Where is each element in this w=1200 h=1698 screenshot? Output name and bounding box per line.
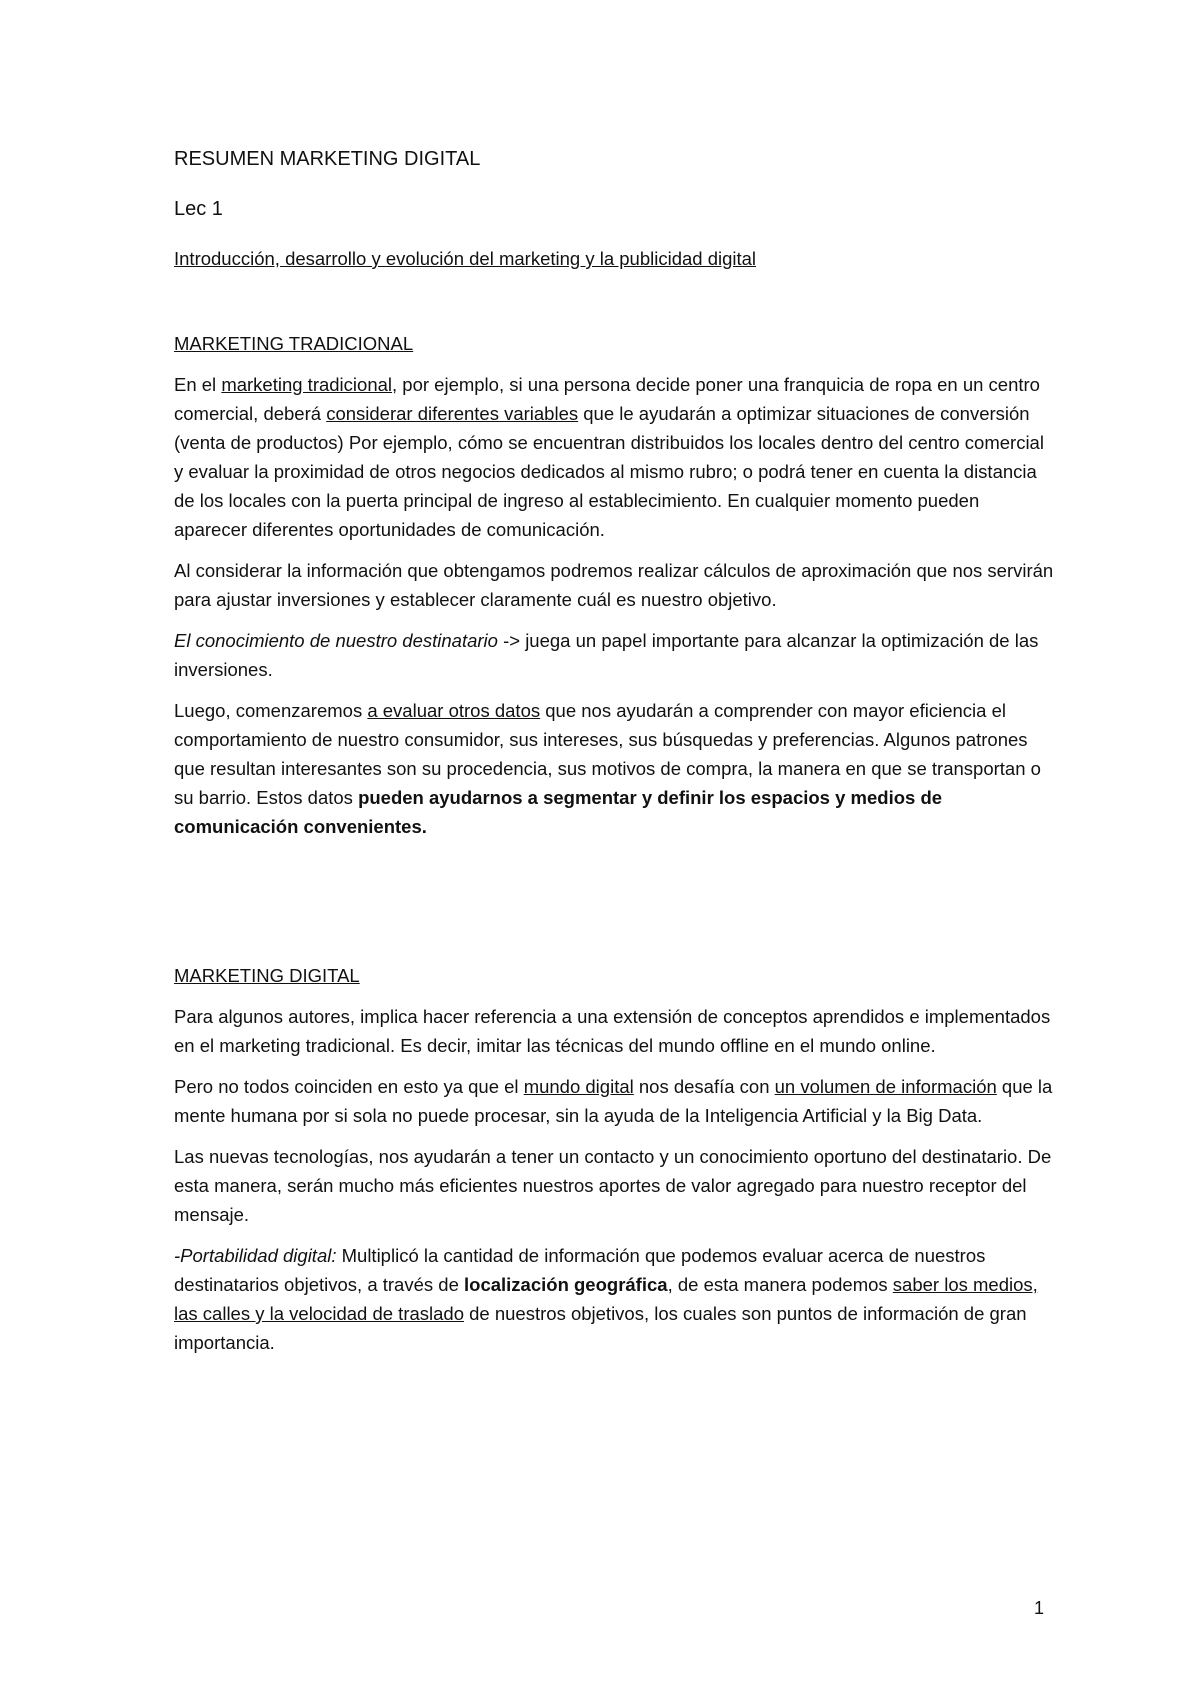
paragraph-digital-4 bbox=[174, 1241, 1054, 1357]
italic-term: -Portabilidad digital: bbox=[174, 1245, 337, 1266]
underlined-term: considerar diferentes variables bbox=[326, 403, 579, 424]
document-title: RESUMEN MARKETING DIGITAL bbox=[174, 148, 481, 170]
text-run: En el bbox=[174, 374, 222, 395]
paragraph-digital-3: Las nuevas tecnologías, nos ayudarán a tener un contacto y un conocimiento oportuno del destinatario. De esta manera, serán mucho más eficientes nuestros aportes de valor agregado para nuestro receptor del mensaje. bbox=[174, 1146, 1052, 1225]
text-run: -> juega un papel importante para alcanzar la optimización de las inversiones. bbox=[174, 630, 1039, 680]
document-subtitle: Introducción, desarrollo y evolución del marketing y la publicidad digital bbox=[174, 248, 757, 269]
paragraph-digital-1: Para algunos autores, implica hacer referencia a una extensión de conceptos aprendidos e implementados en el marketing tradicional. Es decir, imitar las técnicas del mundo offline en el mundo online. bbox=[174, 1006, 1051, 1056]
text-run: que la mente humana por si sola no puede procesar, sin la ayuda de la Inteligencia Artificial y la Big Data. bbox=[174, 1076, 1053, 1126]
paragraph-traditional-2: Al considerar la información que obtengamos podremos realizar cálculos de aproximación que nos servirán para ajustar inversiones y establecer claramente cuál es nuestro objetivo. bbox=[174, 560, 1054, 610]
text-run: Luego, comenzaremos bbox=[174, 700, 368, 721]
underlined-term: un volumen de información bbox=[774, 1076, 997, 1097]
paragraph-traditional-1 bbox=[174, 370, 1054, 544]
text-run: Multiplicó la cantidad de información que podemos evaluar acerca de nuestros destinatarios objetivos, a través de bbox=[174, 1245, 986, 1295]
section-heading-traditional: MARKETING TRADICIONAL bbox=[174, 333, 414, 354]
page-number: 1 bbox=[1033, 1598, 1044, 1618]
underlined-term: mundo digital bbox=[523, 1076, 634, 1097]
text-run: , de esta manera podemos bbox=[667, 1274, 893, 1295]
bold-term: pueden ayudarnos a segmentar y definir los espacios y medios de comunicación convenientes. bbox=[174, 787, 943, 837]
text-run: de nuestros objetivos, los cuales son puntos de información de gran importancia. bbox=[174, 1303, 1027, 1353]
italic-term: El conocimiento de nuestro destinatario bbox=[174, 630, 498, 651]
text-run: Pero no todos coinciden en esto ya que el bbox=[174, 1076, 524, 1097]
text-run: , por ejemplo, si una persona decide poner una franquicia de ropa en un centro comercial, deberá bbox=[174, 374, 1040, 424]
underlined-term: a evaluar otros datos bbox=[367, 700, 541, 721]
section-heading-digital: MARKETING DIGITAL bbox=[174, 965, 360, 986]
bold-term: localización geográfica bbox=[464, 1274, 668, 1295]
underlined-term: saber los medios, las calles y la velocidad de traslado bbox=[174, 1274, 1038, 1324]
text-run: nos desafía con bbox=[633, 1076, 775, 1097]
page-content bbox=[174, 144, 1054, 1369]
paragraph-traditional-4 bbox=[174, 696, 1054, 841]
paragraph-traditional-3 bbox=[174, 626, 1054, 684]
paragraph-digital-2 bbox=[174, 1072, 1054, 1130]
underlined-term: marketing tradicional bbox=[221, 374, 393, 395]
text-run: que nos ayudarán a comprender con mayor eficiencia el comportamiento de nuestro consumidor, sus intereses, sus búsquedas y preferencias. Algunos patrones que resultan interesantes son su procedencia, sus motivos de compra, la manera en que se transportan o su barrio. Estos datos bbox=[174, 700, 1041, 808]
section-spacer bbox=[174, 853, 1054, 961]
text-run: que le ayudarán a optimizar situaciones de conversión (venta de productos) Por ejemplo, cómo se encuentran distribuidos los locales dentro del centro comercial y evaluar la proximidad de otros negocios dedicados al mismo rubro; o podrá tener en cuenta la distancia de los locales con la puerta principal de ingreso al establecimiento. En cualquier momento pueden aparecer diferentes oportunidades de comunicación. bbox=[174, 403, 1044, 540]
lecture-label: Lec 1 bbox=[174, 198, 223, 220]
